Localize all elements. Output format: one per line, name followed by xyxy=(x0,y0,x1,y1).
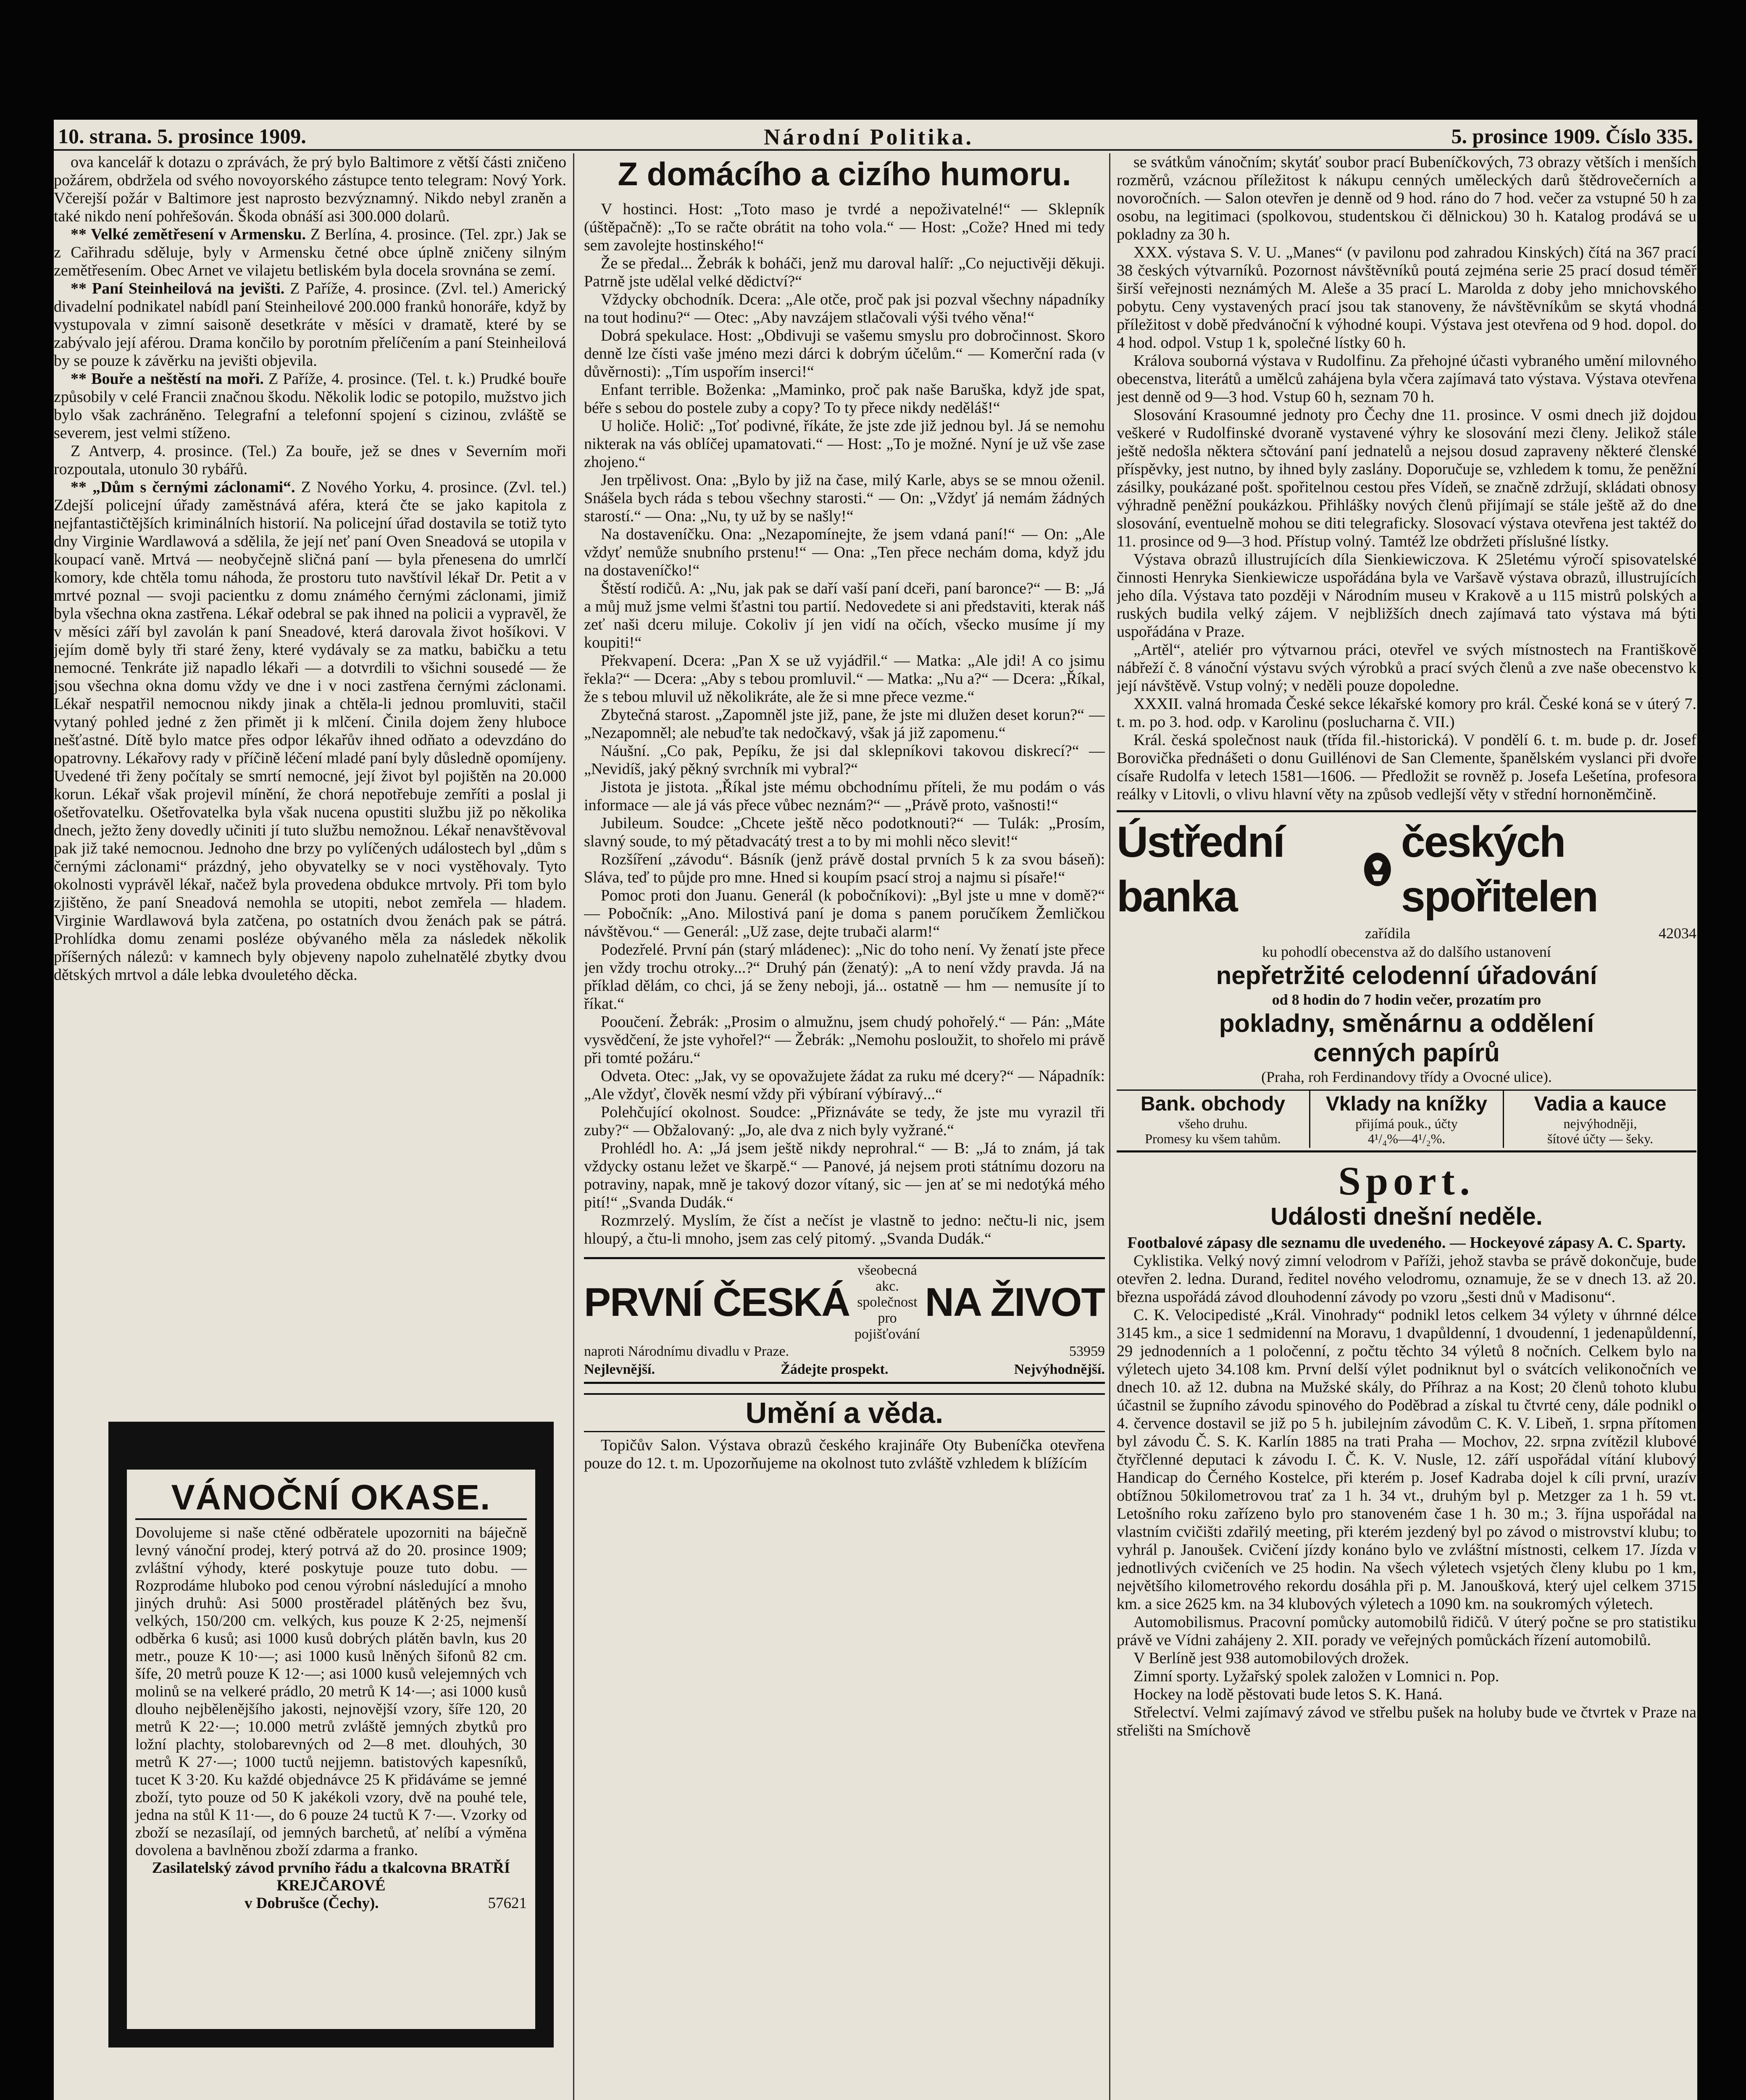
article-body: Z Paříže, 4. prosince. (Zvl. tel.) Americký divadelní podnikatel nabídl paní Steinheilové 200.000 franků honoráře, když by vystupovala v zimní saisoně desetkráte v měsíci v dramatě, které by se zabývalo její aférou. Drama končilo by porotním přelíčením a paní Steinheilová by se pouze k závěrku na jevišti objevila. xyxy=(54,280,566,370)
humor-item: Že se předal... Žebrák k boháči, jenž mu daroval halíř: „Co nejuctivěji děkuji. Patrně jste udělal velké dědictví?“ xyxy=(584,255,1105,290)
insurance-description xyxy=(849,1263,925,1342)
humor-item: Odveta. Otec: „Jak, vy se opovažujete žádat za ruku mé dcery?“ — Nápadník: „Ale vždyť, člověk nesmí vždy při výbíraní výbíravý...“ xyxy=(584,1067,1105,1103)
service-title: Vklady na knížky xyxy=(1325,1093,1488,1115)
sport-section-title: Sport. xyxy=(1338,1158,1475,1203)
humor-item: Jistota je jistota. „Říkal jste mému obchodnímu příteli, že mu podám o vás informace — ale já vás přece vůbec neznám?“ — „Právě proto, vašnosti!“ xyxy=(584,778,1105,814)
humor-item: Štěstí rodičů. A: „Nu, jak pak se daří vaší paní dceři, paní baronce?“ — B: „Já a můj muž jsme velmi šťastni tou partií. Nedovedete si ani představiti, kterak náš zeť naši dceru miluje. Cokoliv jí jen vidí na očích, všecko musíme jí my koupiti!“ xyxy=(584,580,1105,651)
humor-item: V hostinci. Host: „Toto maso je tvrdé a nepoživatelné!“ — Sklepník (úštěpačně): „To se račte obrátit na toho vola.“ — Host: „Cože? Hned mi tedy sem zavolejte hostinského!“ xyxy=(584,200,1105,254)
article-heading: ** Paní Steinheilová na jevišti. xyxy=(71,280,285,297)
humor-item: Rozmrzelý. Myslím, že číst a nečíst je vlastně to jedno: nečtu-li nic, jsem hloupý, a čtu-li mnoho, jsem zas celý pitomý. „Svanda Dudák.“ xyxy=(584,1212,1105,1247)
insurance-line: všeobecná akc. xyxy=(857,1263,917,1294)
issue-date-number: 5. prosince 1909. Číslo 335. xyxy=(1451,124,1693,148)
bank-headline: nepřetržité celodenní úřadování xyxy=(1216,961,1597,990)
article-body: Z Berlína, 4. prosince. (Tel. zpr.) Jak se z Cařihradu sděluje, byly v Armensku četné obce úplně zničeny silným zemětřesením. Obec Arnet ve vilajetu betliském byla docela srovnána se zemí. xyxy=(54,226,566,279)
service-text: šítové účty — šeky. xyxy=(1547,1131,1654,1146)
art-news-item: XXX. výstava S. V. U. „Manes“ (v pavilonu pod zahradou Kinských) čítá na 367 prací 38 českých výtvarníků. Pozornost návštěvníků poutá zejména serie 25 prací dosud téměř širší veřejnosti neznámých M. Aleše a 35 prací L. Marolda z doby jeho mnichovského pobytu. Ceny vystavených prací jsou tak stanoveny, že návštěvníkům se skytá vhodná příležitost v době předvánoční k výhodné koupi. Výstava jest otevřena od 9 hod. dopol. do 4 hod. odpol. Vstup 1 k, společné lístky 60 h. xyxy=(1117,244,1696,352)
art-news-item: XXXII. valná hromada České sekce lékařské komory pro král. České koná se v úterý 7. t. m. po 3. hod. odp. v Karolinu (poslucharna č. VII.) xyxy=(1117,695,1696,731)
humor-item: Rozšíření „závodu“. Básník (jenž právě dostal prvních 5 k za svou báseň): Sláva, teď to půjde pro mne. Hned si koupím psací stroj a najmu si písaře!“ xyxy=(584,850,1105,886)
article-heading: ** „Dům s černými záclonami“. xyxy=(71,478,295,496)
humor-item: Dobrá spekulace. Host: „Obdivuji se vašemu smyslu pro dobročinnost. Skoro denně lze čísti vaše jméno mezi dárci k dobrým účelům.“ — Komerční rada (v důvěrnosti): „Tím uspořím inserci!“ xyxy=(584,327,1105,381)
bank-service-box xyxy=(1504,1091,1696,1148)
column-divider xyxy=(573,153,574,2100)
insurance-name-left: PRVNÍ ČESKÁ xyxy=(584,1280,850,1325)
insurance-slogan-best: Nejvýhodnější. xyxy=(1014,1362,1105,1377)
bank-name-part: českých spořitelen xyxy=(1401,818,1597,921)
article-body: Z Nového Yorku, 4. prosince. (Zvl. tel.) Zdejší policejní úřady zaměstnává aféra, která čte se jako kapitola z nejfantastičtějších kriminálních historií. Na policejní úřad dostavila se totiž tyto dny Virginie Wardlawová a sdělila, že její neť paní Oven Sneadová se utopila v koupací vaně. Mrtvá — neobyčejně sličná paní — byla přenesena do umrlčí komory, kde chtěla tomu náhoda, že prostoru tuto navštívil lékař Dr. Petit a v mrtvé poznal — svoji pacientku z domu známého černými záclonami, jimiž byla všechna okna zastřena. Lékař odebral se pak ihned na policii a vypravěl, že v měsíci září byl zavolán k paní Sneadové, která darovala život hošíkovi. V jejím domě byly tři staré ženy, které vydávaly se za matku, babičku a tetu nemocné. Tenkráte již napadlo lékaři — a dotvrdili to všichni sousedé — že jsou všechna okna domu vždy ve dne i v noci zastřena černými záclonami. Lékař nespatřil nemocnou nikdy jinak a chtěla-li jednou promluviti, stačil vytaný pohled jedné z žen přimět ji k mlčení. Činila dojem ženy hluboce nešťastné. Dítě bylo matce přes odpor lékařův ihned odňato a odevzdáno do opatrovny. Lékařovy rady v příčině léčení mladé paní byly důsledně opomíjeny. Uvedené tři ženy počítaly se smrtí nemocné, její život byl pojištěn na 20.000 korun. Lékař však projevil mínění, že chorá nepotřebuje zemříti a poslal ji ošetřovatelku. Ošetřovatelka byla však nucena opustiti službu již po několika dnech, ježto ženy dovedly učiniti jí tuto službu nemožnou. Lékař nenavštěvoval pak již také nemocnou. Jednoho dne brzy po vylíčených událostech byl „dům s černými záclonami“ prázdný, jeho obyvatelky se v noci vystěhovaly. Tyto okolnosti vyprávěl lékař, načež byla provedena obdukce mrtvoly. Při tom bylo zjištěno, že paní Sneadová nemohla se utopiti, nebot zemřela — hladem. Virginie Wardlawová byla zatčena, po ostatních dvou ženách pak se pátrá. Prohlídka domu zenami posléze obývaného měla za následek několik příšerných nálezů: v kamnech byly objeveny napolo zuhelnatělé zbytky dvou dětských mrtvol a dále lebka dvouletého děcka. xyxy=(54,478,566,984)
bank-advertisement xyxy=(1117,810,1696,1152)
ad-location: v Dobrušce (Čechy). xyxy=(244,1895,379,1912)
sport-news-item: Hockey na lodě pěstovati bude letos S. K. Haná. xyxy=(1133,1685,1443,1703)
ad-number: 57621 xyxy=(488,1895,527,1912)
art-news-item: Král. česká společnost nauk (třída fil.-historická). V pondělí 6. t. m. bude p. dr. Josef Borovička přednášeti o donu Guillénovi de San Clemente, španělském vyslanci při dvoře císaře Rudolfa v letech 1581—1606. — Předložit se rovněž p. Josefa Lešetína, profesora reálky v Litovli, o vlivu hlavní věty na způsob vedlejší věty v střední hornoněmčině. xyxy=(1117,731,1696,803)
bank-intro xyxy=(1117,924,1696,942)
black-curtains-article xyxy=(54,478,566,984)
article-body: Z Paříže, 4. prosince. (Tel. t. k.) Prudké bouře způsobily v celé Francii značnou škodu. Několik lodic se potopilo, mužstvo jich bylo však zachráněno. Telegrafní a telefonní spojení s cizinou, zvláště se severem, jest velmi stíženo. xyxy=(54,370,566,442)
bank-headline: cenných papírů xyxy=(1313,1039,1500,1067)
bank-number: 42034 xyxy=(1659,925,1696,942)
insurance-number: 53959 xyxy=(1069,1344,1105,1359)
sport-subtitle: Události dnešní neděle. xyxy=(1270,1203,1543,1230)
column-right xyxy=(1117,153,1696,2100)
art-news-item: se svátkům vánočním; skytáť soubor prací Bubeníčkových, 73 obrazy větších i menších rozměrů, vzácnou příležitost k nákupu cenných uměleckých darů štědrovečerních a novoročních. — Salon otevřen je denně od 9 hod. ráno do 7 hod. večer za vstupné 50 h za osobu, na legitimaci (spolkovou, studentskou či dělnickou) 30 h. Katalog prodává se u pokladny za 30 h. xyxy=(1117,153,1696,243)
service-title: Vadia a kauce xyxy=(1534,1093,1667,1115)
insurance-line: pro xyxy=(878,1310,897,1326)
lion-emblem-icon xyxy=(1362,846,1393,892)
bank-address: (Praha, roh Ferdinandovy třídy a Ovocné ulice). xyxy=(1261,1068,1552,1085)
column-divider xyxy=(1109,153,1110,2100)
page-header xyxy=(54,120,1697,151)
service-text: 4¹/₄%—4¹/₂%. xyxy=(1367,1131,1446,1146)
service-text: přijímá pouk., účty xyxy=(1355,1116,1458,1131)
insurance-slogan-prospect: Žádejte prospekt. xyxy=(781,1362,889,1377)
insurance-address: naproti Národnímu divadlu v Praze. xyxy=(584,1344,789,1359)
antwerp-article: Z Antverp, 4. prosince. (Tel.) Za bouře, jež se dnes v Severním moři rozpoutala, utonulo 30 rybářů. xyxy=(54,442,566,478)
service-text: Promesy ku všem tahům. xyxy=(1145,1131,1281,1146)
humor-item: Jubileum. Soudce: „Chcete ještě něco podotknouti?“ — Tulák: „Prosím, slavný soude, to mý pětadvacátý trest a to by mi mohli něco slevit!“ xyxy=(584,814,1105,850)
page-number-date: 10. strana. 5. prosince 1909. xyxy=(58,124,306,148)
humor-item: Polehčující okolnost. Soudce: „Přiznáváte se tedy, že jste mu vyrazil tři zuby?“ — Obžalovaný: „Jo, ale dva z nich byly vyžrané.“ xyxy=(584,1103,1105,1139)
humor-item: Zbytečná starost. „Zapomněl jste již, pane, že jste mi dlužen deset korun?“ — „Nezapomněl; ale nebuďte tak nedočkavý, však já již zapomenu.“ xyxy=(584,706,1105,742)
humor-item: Enfant terrible. Boženka: „Maminko, proč pak naše Baruška, když jde spat, béře s sebou do postele zuby a copy? To ty přece nikdy neděláš!“ xyxy=(584,381,1105,417)
sport-news-item: V Berlíně jest 938 automobilových drožek. xyxy=(1133,1649,1409,1667)
bank-title xyxy=(1117,815,1696,924)
article-heading: ** Velké zemětřesení v Armensku. xyxy=(71,226,306,243)
sport-news-item: Automobilismus. Pracovní pomůcky automobilů řidičů. V úterý počne se pro statistiku právě ve Vídni zahájeny 2. XII. porady ve veřejných pomůckách řízení automobilů. xyxy=(1117,1613,1696,1649)
art-news-item: Výstava obrazů illustrujících díla Sienkiewiczova. K 25letému výročí spisovatelské činnosti Henryka Sienkiewicze uspořádána byla ve Varšavě výstava obrazů, illustrujících jeho díla. Výstava tato později v Národním museu v Krakově a u 115 mistrů polských a ruských budila velký zájem. V nejbližších dnech zajímavá tato výstava má býti uspořádána v Praze. xyxy=(1117,551,1696,640)
bank-name-part: Ústřední banka xyxy=(1117,818,1284,921)
bank-headline: pokladny, směnárnu a oddělení xyxy=(1219,1009,1594,1037)
humor-item: U holiče. Holič: „Toť podivné, říkáte, že jste zde již jednou byl. Já se nemohu nikterak na vás oblíčej upamatovati.“ — Host: „To je možné. Nyní je už vše zase zhojeno.“ xyxy=(584,417,1105,471)
column-middle xyxy=(584,153,1105,2100)
humor-item: Pooučení. Žebrák: „Prosim o almužnu, jsem chudý pohořelý.“ — Pán: „Máte vysvědčení, že jste vyhořel?“ — Žebrák: „Nemohu posloužit, to shořelo mi právě při tomté požáru.“ xyxy=(584,1013,1105,1067)
topic-salon-article: Topičův Salon. Výstava obrazů českého krajináře Oty Bubeníčka otevřena pouze do 12. t. m. Upozorňujeme na okolnost tuto zvláště vzhledem k blížícím xyxy=(584,1436,1105,1472)
insurance-advertisement xyxy=(584,1257,1105,1384)
humor-item: Jen trpělivost. Ona: „Bylo by již na čase, milý Karle, abys se se mnou oženil. Snášela bych ráda s tebou všechny starosti.“ — On: „Vždyť já nemám žádných starostí.“ — Ona: „Nu, ty už by se našly!“ xyxy=(584,471,1105,525)
insurance-line: společnost xyxy=(857,1294,918,1310)
art-science-section-title: Umění a věda. xyxy=(584,1393,1105,1432)
bank-line: ku pohodlí obecenstva až do dalšího ustanovení xyxy=(1262,943,1551,960)
ad-body: Dovolujeme si naše ctěné odběratele upozorniti na báječně levný vánoční prodej, který potrvá až do 20. prosince 1909; zvláštní výhody, které poskytuje pouze tuto dobu. — Rozprodáme hluboko pod cenou výrobní následující a mnoho jiných druhů: Asi 5000 prostěradel plátěných bez švu, velkých, 150/200 cm. velkých, kus pouze K 2·25, nejmenší odběrka 6 kusů; asi 1000 kusů dobrých plátěn bavln, kus 20 metr., pouze K 10·—; asi 1000 kusů lněných šifonů 82 cm. šífe, 20 metrů pouze K 12·—; asi 1000 kusů velejemných vch molinů se na velkeré prádlo, 20 metrů K 14·—; asi 1000 kusů dlouho nejbělenějšího jakosti, nejnovější vzory, šíře 120, 20 metrů K 22·—; 10.000 metrů zvláště jemných zbytků pro ložní plachty, stolobarevných od 2—8 met. dlouhých, 30 metrů K 27·—; 1000 tuctů nejjemn. batistových kapesníků, tucet K 3·20. Ku každé objednávce 25 K přidáváme se jemné zboží, tyto pouze od 50 K jakékoli vzory, dvě na pouhé tele, jedna na stůl K 11·—, do 6 pouze 24 tuctů K 7·—. Vzorky od zboží se nezasílají, od jemných barchetů, ať nelíbí a výměna dovolena a bavlněnou zboží zdarma a franko. xyxy=(135,1524,527,1859)
service-title: Bank. obchody xyxy=(1140,1093,1286,1115)
sport-schedule-heading: Footbalové zápasy dle seznamu dle uvedeného. — Hockeyové zápasy A. C. Sparty. xyxy=(1127,1234,1686,1252)
humor-item: Na dostaveníčku. Ona: „Nezapomínejte, že jsem vdaná paní!“ — On: „Ale vždyť nemůže snubního prstenu!“ — Ona: „Ten přece nechám doma, když jdu na dostaveníčko!“ xyxy=(584,525,1105,579)
ad-title: VÁNOČNÍ OKASE. xyxy=(135,1476,527,1520)
service-text: všeho druhu. xyxy=(1178,1116,1248,1131)
art-news-list xyxy=(1117,153,1696,803)
newspaper-page xyxy=(54,120,1697,2100)
storm-article xyxy=(54,370,566,442)
humor-item: Překvapení. Dcera: „Pan X se už vyjádřil.“ — Matka: „Ale jdi! A co jsimu řekla?“ — Dcera: „Aby s tebou promluvil.“ — Matka: „Nu a?“ — Dcera: „Říkal, že s tebou mluvil už několikráte, ale že si mne přece vezme.“ xyxy=(584,652,1105,706)
humor-item: Pomoc proti don Juanu. Generál (k pobočníkovi): „Byl jste u mne v domě?“ — Pobočník: „Ano. Milostivá paní je doma s panem poručíkem Žemličkou návštěvou.“ — Generál: „Už zase, dejte trubači alarm!“ xyxy=(584,887,1105,940)
baltimore-article: ova kancelář k dotazu o zprávách, že prý bylo Baltimore z větší části zničeno požárem, obdržela od svého novoyorského zástupce tento telegram: Nový York. Včerejší požár v Baltimore jest naprosto bezvýznamný. Nikdo nebyl zraněn a také nikdo není pohřešován. Škoda obnáší asi 300.000 dolarů. xyxy=(54,153,566,225)
humor-item: Vždycky obchodník. Dcera: „Ale otče, proč pak jsi pozval všechny nápadníky na tout hodinu?“ — Otec: „Aby navzájem stlačovali výši tvého věna!“ xyxy=(584,291,1105,326)
sport-news-item: Střelectví. Velmi zajímavý závod ve střelbu pušek na holuby bude ve čtvrtek v Praze na střelišti na Smíchově xyxy=(1117,1704,1696,1739)
bank-services xyxy=(1117,1089,1696,1148)
sport-news-item: Cyklistika. Velký nový zimní velodrom v Paříži, jehož stavba se právě dokončuje, bude otevřen 2. ledna. Durand, ředitel nového velodromu, oznamuje, že se v dnech 13. až 20. března uspořádá závod dlouhodenní závody po vzoru „šesti dnů v Madisonu“. xyxy=(1117,1252,1696,1306)
bank-hours: od 8 hodin do 7 hodin večer, prozatím pro xyxy=(1272,991,1541,1008)
armenia-article xyxy=(54,226,566,280)
bank-service-box xyxy=(1310,1091,1504,1148)
insurance-name-right: NA ŽIVOT xyxy=(925,1280,1105,1325)
insurance-slogan-cheapest: Nejlevnější. xyxy=(584,1362,655,1377)
art-news-item: „Artěl“, ateliér pro výtvarnou práci, otevřel ve svých místnostech na Františkově nábřeží č. 8 vánoční výstavu svých výrobků a prací svých členů a zve naše obecenstvo k její návštěvě. Vstup volný; v neděli pouze dopoledne. xyxy=(1117,641,1696,695)
article-heading: ** Bouře a neštěstí na moři. xyxy=(71,370,264,388)
bank-service-box xyxy=(1117,1091,1310,1148)
bank-sub: zařídila xyxy=(1365,925,1410,942)
humor-item: Prohlédl ho. A: „Já jsem ještě nikdy neprohral.“ — B: „Já to znám, já tak vždycky ostanu ležet ve škarpě.“ — Panové, já nejsem proti státnímu dozoru na potraviny, napak, mně je takový dozor vítaný, sic — jen ať se mi nedotýká mého pití!“ „Svanda Dudák.“ xyxy=(584,1139,1105,1211)
ad-company: Zasilatelský závod prvního řádu a tkalcovna BRATŘÍ KREJČAROVÉ xyxy=(152,1859,510,1894)
christmas-sale-advertisement xyxy=(108,1422,554,2048)
art-news-item: Králova souborná výstava v Rudolfinu. Za přehojné účasti vybraného umění milovného obecenstva, literátů a umělců zahájena byla včera zajímavá tato výstava. Výstava otevřena jest denně od 9—3 hod. Vstup 60 h, seznam 70 h. xyxy=(1117,352,1696,406)
humor-list xyxy=(584,200,1105,1248)
ad-inner-frame xyxy=(125,1468,537,2031)
insurance-line: pojišťování xyxy=(854,1326,920,1342)
art-news-item: Slosování Krasoumné jednoty pro Čechy dne 11. prosince. V osmi dnech již dojdou veškeré v Rudolfinské dvoraně vystavené výhry ke slosování mezi členy. Jelikož stále ještě nedošla některa sčtování paní jednatelů a nejsou dosud zapraveny některé členské příspěvky, jest nutno, by ihned byly zaslány. Doporučuje se, vzhledem k tomu, že peněžní zásilky, poukázané pošt. spořitelnou cestou přes Vídeň, se značně zdržují, skládati obnosy výhradně peněžní poukázkou. Přihlášky nových členů přijímají se stále ještě až do dne slosování, eventuelně mohou se diti telegraficky. Slosovací výstava otevřena jest taktéž do 11. prosince od 9—3 hod. Přístup volný. Tamtéž lze obdržeti příslušné lístky. xyxy=(1117,406,1696,550)
newspaper-masthead: Národní Politika. xyxy=(763,124,974,150)
humor-item: Podezřelé. První pán (starý mládenec): „Nic do toho není. Vy ženatí jste přece jen vždy trochu otroky...?“ Druhý pán (ženatý): „A to není vždy pravda. Já na příklad dělám, co chci, já se ženy neboji, já... ostatně — hm — nemusíte jí to říkat.“ xyxy=(584,941,1105,1013)
ad-signature xyxy=(135,1859,527,1912)
service-text: nejvýhodněji, xyxy=(1563,1116,1637,1131)
sport-news-item: Zimní sporty. Lyžařský spolek založen v Lomnici n. Pop. xyxy=(1133,1667,1499,1685)
sport-news-list xyxy=(1117,1252,1696,1740)
steinheil-article xyxy=(54,280,566,370)
sport-news-item: C. K. Velocipedisté „Král. Vinohrady“ podnikl letos celkem 34 výlety v úhrnné délce 3145 km., a sice 1 sedmidenní na Moravu, 1 dvapůldenní, 1 dvoudenní, 1 jedenapůldenní, 29 jednodenních a 1 poločenní, z počtu těchto 34 výletů 8 nočních. Celkem bylo na výletech ujeto 34.108 km. První delší výlet podniknut byl o svátcích velikonočních ve dnech 10. až 12. dubna na Mužské skály, do Příhraz a na Kost; 20 členů tohoto klubu účastnil se župního závodu spinového do Poděbrad a získal tu čtvrté ceny, dále podnikl o 4. července dostavil se již po 5 h. jubilejním závodům C. K. V. Libeň, 1. srpna přítomen byl závodu Č. S. K. Karlín 1885 na trati Praha — Mochov, 22. srpna zvítězil klubové čtyřčlenné deputaci k závodu I. Č. K. V. Nusle, 12. září uspořádal vítání klubový Handicap do Černého Kostelce, při kterém p. Josef Kadraba dojel k cíli první, urazív obtížnou 50kilometrovou trať za 1 h. 34 vt., druhým byl p. Metzger za 1 h. 59 vt. Letošního roku zařízeno bylo pro stanoveném čase 1 h. 30 m.; 3. října uspořádal na vlastním cvičišti zdařilý meeting, při kterém jezdený byl po závod o mistrovství klubu; to vyhrál p. Janoušek. Cvičení jízdy konáno bylo ve zvláštní místnosti, celkem 17. Jízda v jednotlivých cvičeních ve 25 hodin. Na všech výletech vsjetých členy klubu po 1 km, největšího kilometrového rekordu dosáhla při p. M. Janoušková, který ujel celkem 3715 km. a sice 2625 km. na 34 klubových výletech a 1090 km. na soukromých výletech. xyxy=(1117,1306,1696,1613)
humor-item: Náušní. „Co pak, Pepíku, že jsi dal sklepníkovi takovou diskrecí?“ — „Nevidíš, jaký pěkný svrchník mi vybral?“ xyxy=(584,742,1105,778)
humor-section-title: Z domácího a cizího humoru. xyxy=(618,155,1071,192)
